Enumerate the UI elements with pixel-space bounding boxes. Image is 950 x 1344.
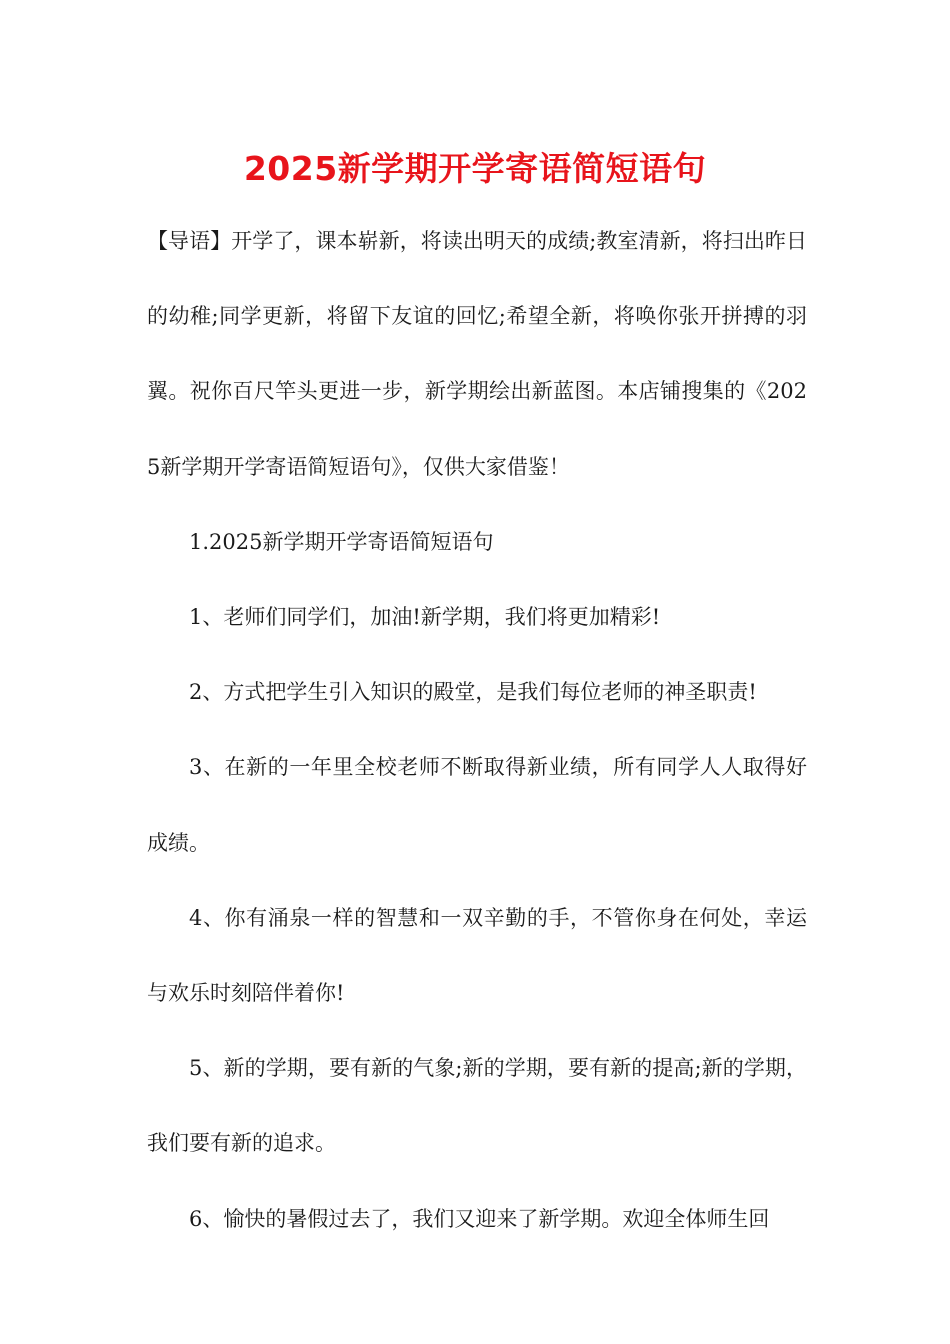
intro-paragraph: 【导语】开学了，课本崭新，将读出明天的成绩;教室清新，将扫出昨日的幼稚;同学更新，将留下友谊的回忆;希望全新，将唤你张开拼搏的羽翼。祝你百尺竿头更进一步，新学期绘出新蓝图。本店铺搜集的《2025新学期开学寄语简短语句》，仅供大家借鉴！ [147, 229, 807, 479]
list-item: 2、方式把学生引入知识的殿堂，是我们每位老师的神圣职责! [189, 680, 757, 705]
list-item: 3、在新的一年里全校老师不断取得新业绩，所有同学人人取得好成绩。 [147, 755, 807, 855]
document-body [147, 204, 807, 1257]
document-title: 2025新学期开学寄语简短语句 [243, 149, 707, 188]
list-item: 5、新的学期，要有新的气象;新的学期，要有新的提高;新的学期，我们要有新的追求。 [147, 1056, 807, 1156]
list-item: 4、你有涌泉一样的智慧和一双辛勤的手，不管你身在何处，幸运与欢乐时刻陪伴着你! [147, 905, 807, 1006]
list-item: 1、老师们同学们，加油!新学期，我们将更加精彩! [189, 605, 661, 630]
list-item: 6、愉快的暑假过去了，我们又迎来了新学期。欢迎全体师生回 [189, 1206, 770, 1231]
section-heading: 1.2025新学期开学寄语简短语句 [189, 529, 494, 554]
